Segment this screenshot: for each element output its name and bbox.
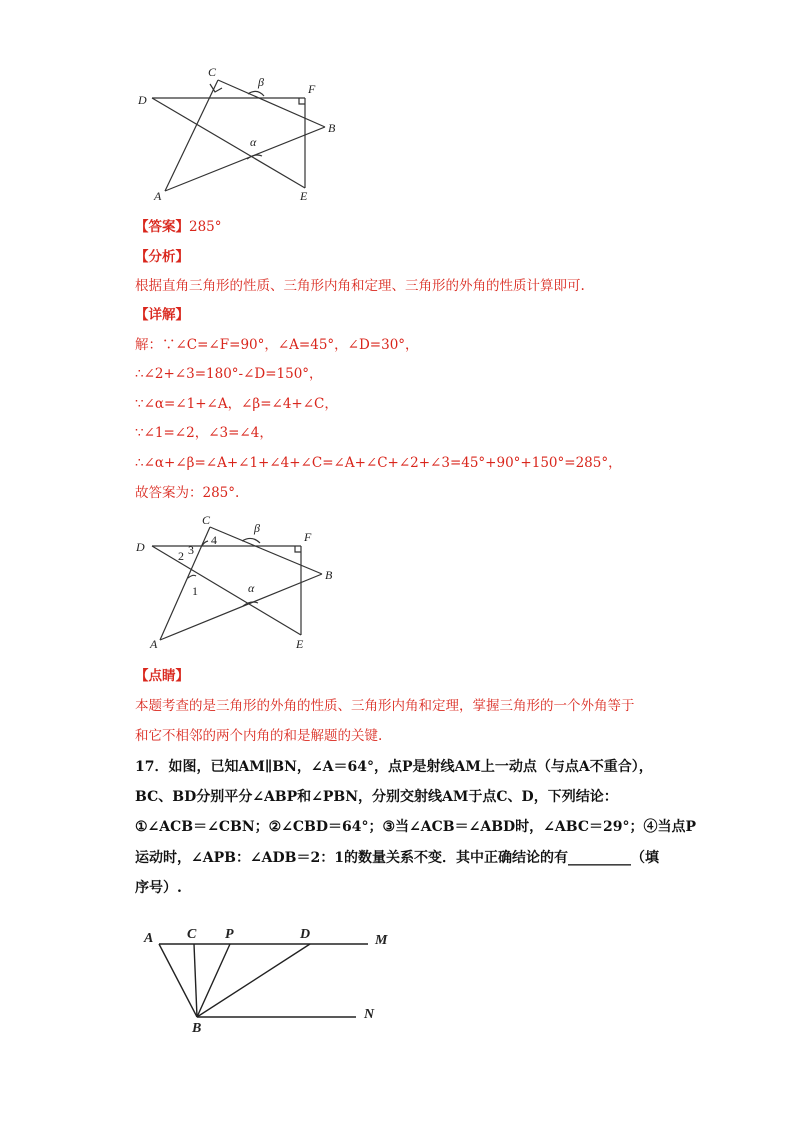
question-17-line: 17．如图，已知AM∥BN，∠A＝64°，点P是射线AM上一动点（与点A不重合）， xyxy=(135,759,653,775)
comment-line: 和它不相邻的两个内角的和是解题的关键. xyxy=(135,728,383,744)
fig1-label-c: C xyxy=(208,65,217,79)
question-17-line: 运动时，∠APB：∠ADB＝2：1的数量关系不变．其中正确结论的有_________（填 xyxy=(135,850,660,866)
fig2-label-3: 3 xyxy=(188,543,194,557)
detail-tag: 【详解】 xyxy=(135,307,189,323)
fig2-label-c: C xyxy=(202,513,211,527)
fig1-label-a: A xyxy=(154,189,162,203)
answer-line xyxy=(135,218,675,236)
fig3-label-c: C xyxy=(187,927,197,942)
fig2-label-a: A xyxy=(150,637,158,651)
fig1-label-e: E xyxy=(300,189,308,203)
detail-line: ∴∠α+∠β=∠A+∠1+∠4+∠C=∠A+∠C+∠2+∠3=45°+90°+150°=285°， xyxy=(135,455,622,471)
analysis-tag: 【分析】 xyxy=(135,249,189,265)
fig2-label-f: F xyxy=(304,530,312,544)
fig1-label-alpha: α xyxy=(250,135,257,149)
question-17-line: ①∠ACB＝∠CBN；②∠CBD＝64°；③当∠ACB＝∠ABD时，∠ABC＝29°；④当点P xyxy=(135,819,697,835)
fig2-label-2: 2 xyxy=(178,549,184,563)
figure-1 xyxy=(130,60,350,210)
fig3-label-b: B xyxy=(192,1021,202,1036)
fig2-label-b: B xyxy=(325,568,333,582)
detail-line: ∵∠α=∠1+∠A，∠β=∠4+∠C， xyxy=(135,396,338,412)
question-17-line: 序号）. xyxy=(135,880,182,896)
fig2-label-e: E xyxy=(296,637,304,651)
fig3-label-a: A xyxy=(144,931,154,946)
analysis-text: 根据直角三角形的性质、三角形内角和定理、三角形的外角的性质计算即可. xyxy=(135,278,585,294)
fig1-label-d: D xyxy=(138,93,147,107)
fig3-label-d: D xyxy=(300,927,311,942)
comment-tag: 【点睛】 xyxy=(135,668,189,684)
fig2-label-4: 4 xyxy=(211,533,217,547)
comment-line: 本题考查的是三角形的外角的性质、三角形内角和定理，掌握三角形的一个外角等于 xyxy=(135,698,635,714)
answer-tag: 【答案】 xyxy=(135,219,189,235)
detail-line: 故答案为：285°. xyxy=(135,485,240,501)
fig2-label-d: D xyxy=(136,540,145,554)
fig3-label-p: P xyxy=(225,927,234,942)
fig1-label-b: B xyxy=(328,121,336,135)
detail-line: ∴∠2+∠3=180°-∠D=150°， xyxy=(135,366,323,382)
figure-2 xyxy=(130,510,350,655)
fig1-label-beta: β xyxy=(258,75,264,89)
detail-line: 解：∵∠C=∠F=90°，∠A=45°，∠D=30°， xyxy=(135,337,419,353)
fig1-label-f: F xyxy=(308,82,316,96)
fig3-label-m: M xyxy=(375,933,388,948)
fig2-label-beta: β xyxy=(254,521,260,535)
answer-value: 285° xyxy=(189,219,222,235)
fig2-label-1: 1 xyxy=(192,584,198,598)
fig2-label-alpha: α xyxy=(248,581,255,595)
fig3-label-n: N xyxy=(364,1007,375,1022)
detail-line: ∵∠1=∠2，∠3=∠4， xyxy=(135,425,273,441)
figure-3 xyxy=(140,920,400,1040)
question-17-line: BC、BD分别平分∠ABP和∠PBN，分别交射线AM于点C、D，下列结论： xyxy=(135,789,618,805)
